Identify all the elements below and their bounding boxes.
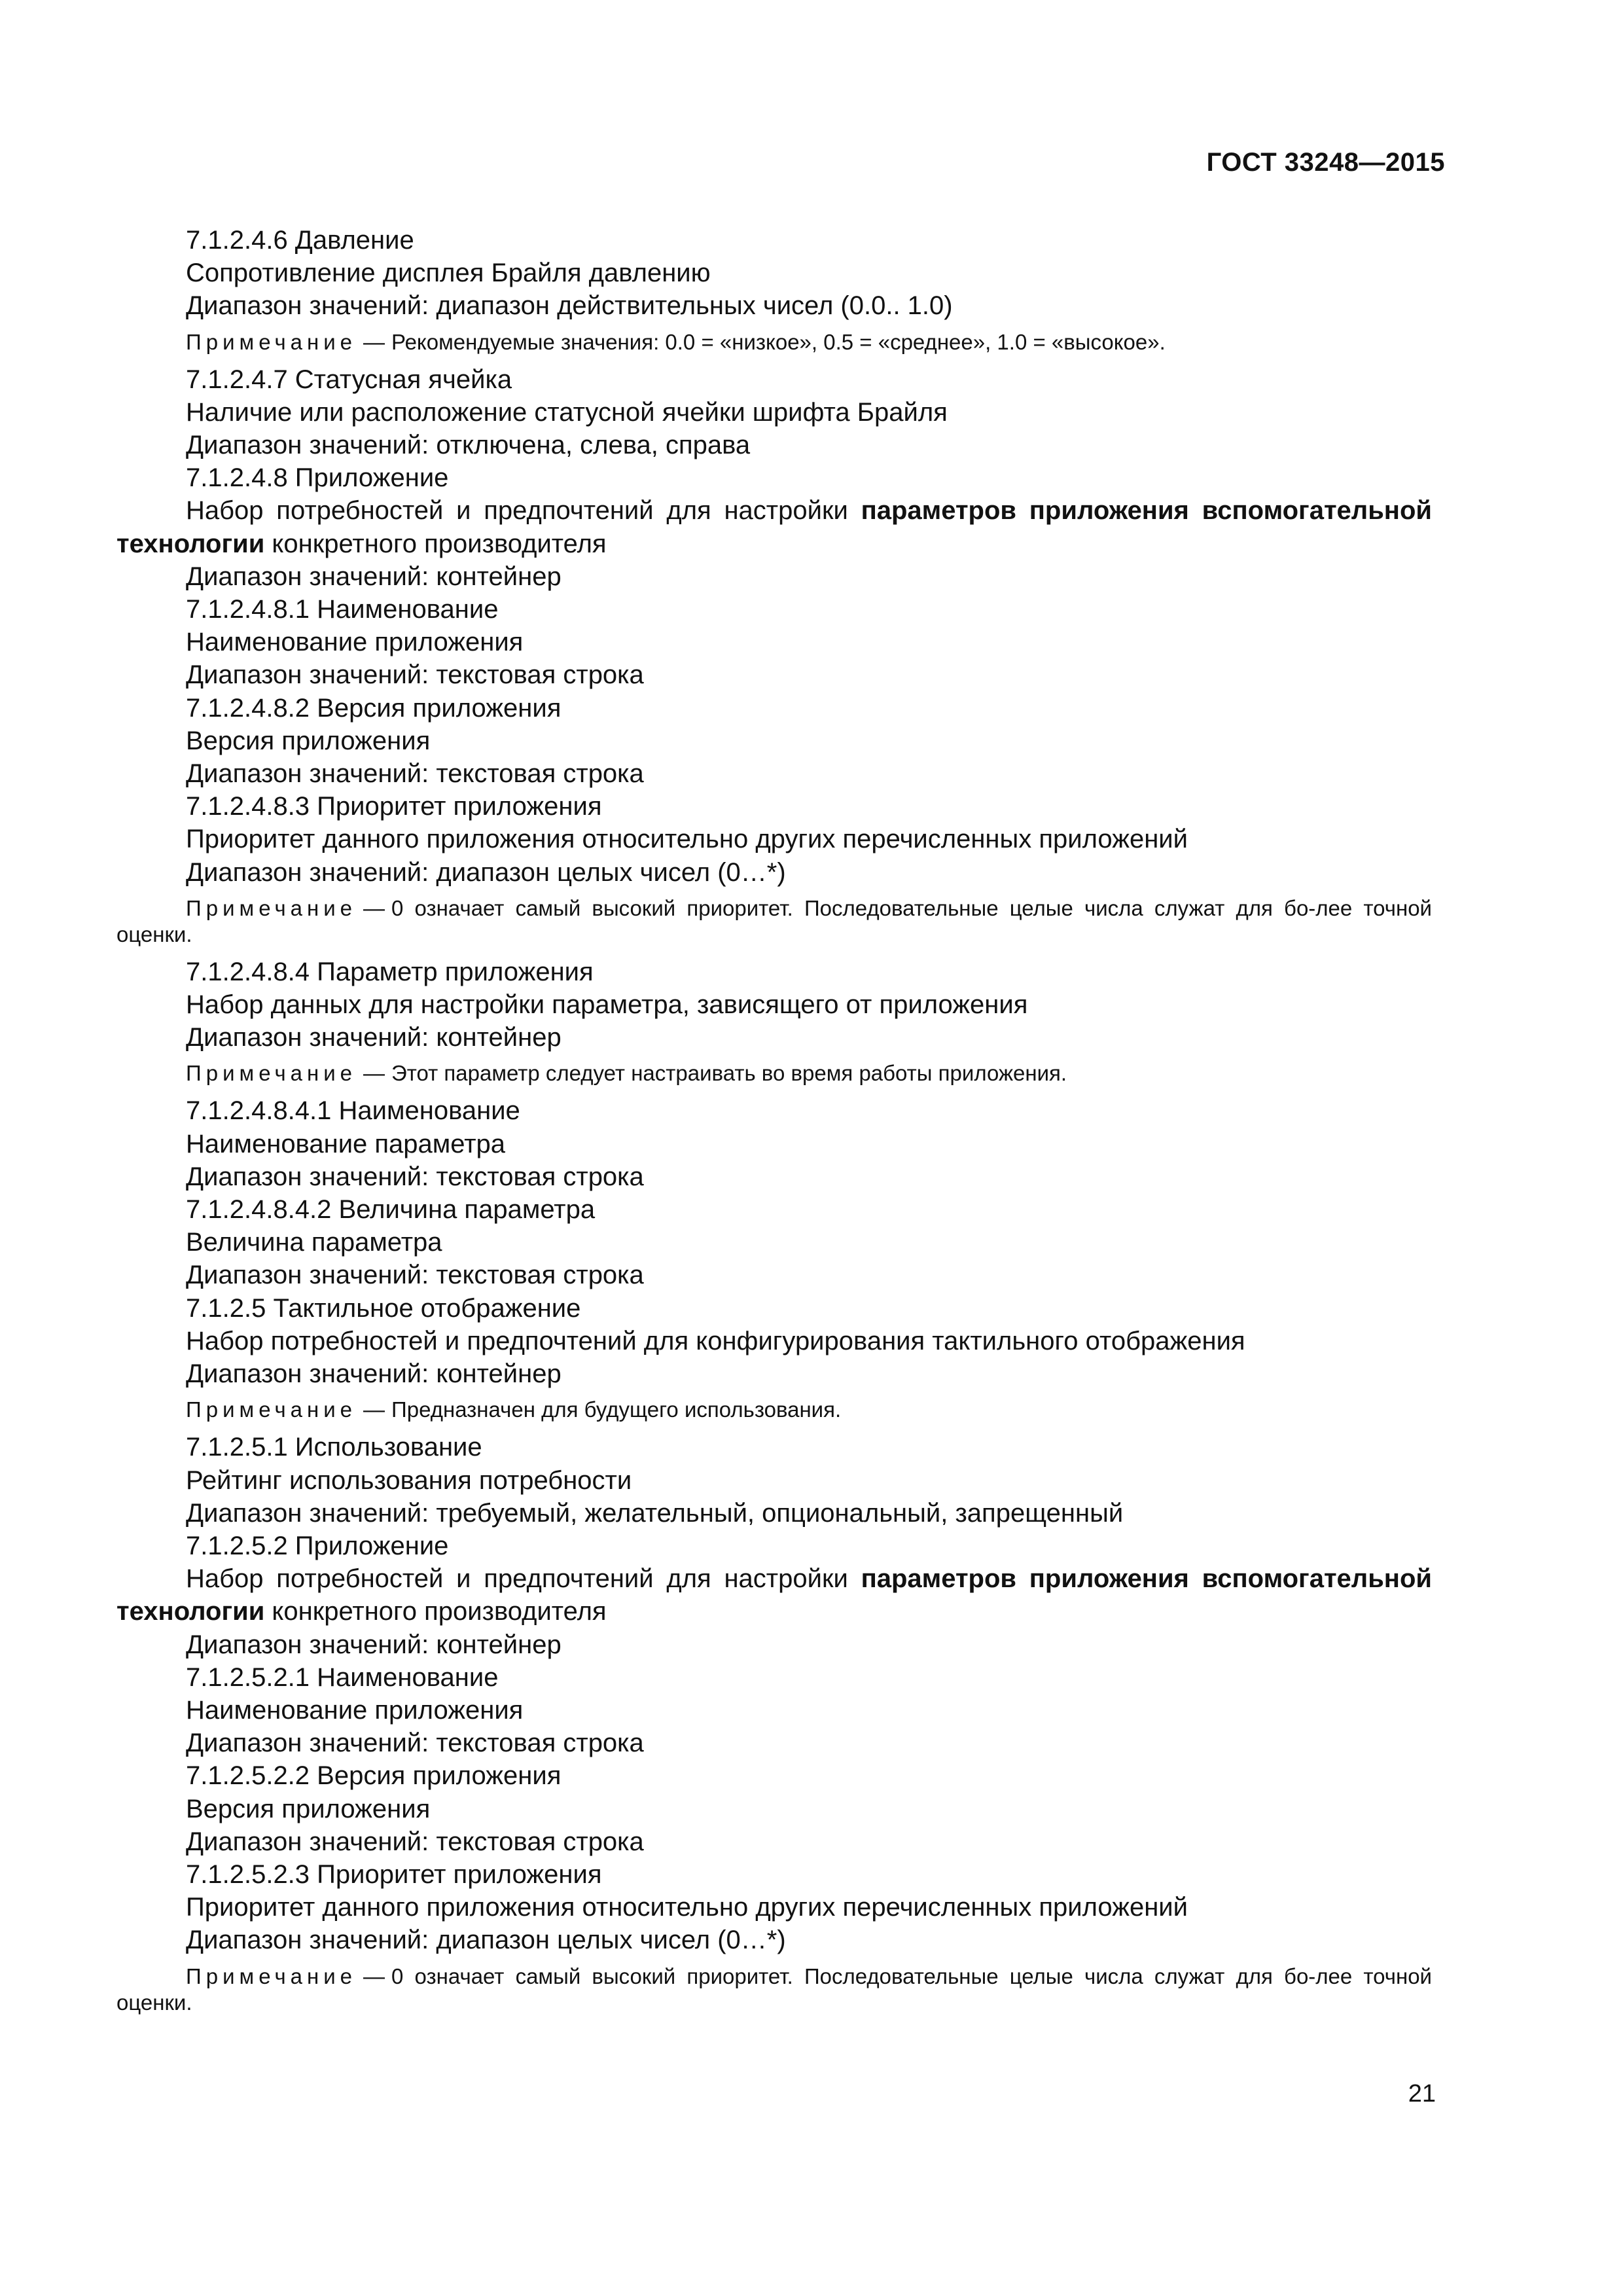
note bbox=[116, 895, 1432, 948]
clause-heading: 7.1.2.4.8 Приложение bbox=[186, 463, 449, 493]
value-range: Диапазон значений: контейнер bbox=[186, 562, 562, 591]
clause-heading: 7.1.2.5.2.3 Приоритет приложения bbox=[186, 1859, 602, 1889]
page-number: 21 bbox=[1408, 2080, 1436, 2108]
value-range: Диапазон значений: диапазон целых чисел (0…*) bbox=[186, 1926, 786, 1955]
clause-text-bold: параметров приложения вспомогательной технологии bbox=[116, 496, 1432, 558]
clause-heading: 7.1.2.5.2.1 Наименование bbox=[186, 1662, 499, 1692]
clause-heading: 7.1.2.4.8.3 Приоритет приложения bbox=[186, 792, 602, 821]
note-label: Примечание bbox=[186, 1964, 357, 1988]
clause-heading: 7.1.2.5.2.2 Версия приложения bbox=[186, 1761, 562, 1791]
value-range: Диапазон значений: текстовая строка bbox=[186, 1827, 644, 1856]
note-dash: — bbox=[363, 1397, 385, 1422]
document-header: ГОСТ 33248—2015 bbox=[1206, 148, 1445, 177]
clause-heading: 7.1.2.4.6 Давление bbox=[186, 226, 414, 255]
note-text: Этот параметр следует настраивать во время работы приложения. bbox=[391, 1061, 1067, 1086]
value-range: Диапазон значений: текстовая строка bbox=[186, 1729, 644, 1758]
clause-heading: 7.1.2.4.8.1 Наименование bbox=[186, 595, 499, 624]
clause-text: Наименование приложения bbox=[186, 1695, 524, 1725]
note bbox=[116, 1397, 1432, 1423]
clause-text-part: Набор потребностей и предпочтений для настройки bbox=[186, 496, 861, 526]
clause-heading: 7.1.2.5.2 Приложение bbox=[186, 1531, 449, 1560]
document-body bbox=[116, 224, 1432, 2024]
clause-text: Рейтинг использования потребности bbox=[186, 1465, 632, 1495]
clause-heading: 7.1.2.4.8.4.2 Величина параметра bbox=[186, 1195, 596, 1225]
value-range: Диапазон значений: отключена, слева, справа bbox=[186, 431, 751, 460]
value-range: Диапазон значений: контейнер bbox=[186, 1023, 562, 1052]
value-range: Диапазон значений: диапазон действительных чисел (0.0.. 1.0) bbox=[186, 291, 953, 321]
note-text: Рекомендуемые значения: 0.0 = «низкое», 0.5 = «среднее», 1.0 = «высокое». bbox=[391, 329, 1166, 354]
note-label: Примечание bbox=[186, 1061, 357, 1086]
value-range: Диапазон значений: контейнер bbox=[186, 1359, 562, 1389]
clause-text: Версия приложения bbox=[186, 726, 431, 755]
clause-heading: 7.1.2.4.8.4 Параметр приложения bbox=[186, 957, 594, 986]
note-dash: — bbox=[363, 895, 385, 920]
clause-text-part: Набор потребностей и предпочтений для настройки bbox=[186, 1564, 861, 1594]
clause-heading: 7.1.2.4.8.4.1 Наименование bbox=[186, 1096, 520, 1126]
clause-text: Версия приложения bbox=[186, 1794, 431, 1823]
note-dash: — bbox=[363, 1061, 385, 1086]
value-range: Диапазон значений: диапазон целых чисел (0…*) bbox=[186, 857, 786, 887]
value-range: Диапазон значений: текстовая строка bbox=[186, 660, 644, 690]
clause-text: Наличие или расположение статусной ячейки шрифта Брайля bbox=[186, 397, 948, 427]
clause-text: Наименование приложения bbox=[186, 628, 524, 657]
clause-heading: 7.1.2.5 Тактильное отображение bbox=[186, 1293, 581, 1323]
clause-text: Приоритет данного приложения относительно других перечисленных приложений bbox=[186, 1893, 1188, 1922]
value-range: Диапазон значений: текстовая строка bbox=[186, 1162, 644, 1191]
note bbox=[116, 1964, 1432, 2016]
clause-heading: 7.1.2.4.7 Статусная ячейка bbox=[186, 365, 512, 394]
clause-text: Наименование параметра bbox=[186, 1129, 506, 1158]
clause-text-part: конкретного производителя bbox=[264, 1597, 607, 1626]
value-range: Диапазон значений: текстовая строка bbox=[186, 759, 644, 789]
clause-text-part: конкретного производителя bbox=[264, 529, 607, 558]
value-range: Диапазон значений: контейнер bbox=[186, 1630, 562, 1659]
clause-text: Приоритет данного приложения относительно других перечисленных приложений bbox=[186, 825, 1188, 854]
clause-text: Величина параметра bbox=[186, 1228, 442, 1257]
clause-text bbox=[116, 494, 1432, 560]
note bbox=[116, 1060, 1432, 1086]
note-dash: — bbox=[363, 1964, 385, 1988]
clause-text: Сопротивление дисплея Брайля давлению bbox=[186, 259, 711, 288]
note-label: Примечание bbox=[186, 895, 357, 920]
clause-text bbox=[116, 1562, 1432, 1628]
value-range: Диапазон значений: текстовая строка bbox=[186, 1261, 644, 1290]
note bbox=[116, 329, 1432, 355]
note-label: Примечание bbox=[186, 329, 357, 354]
clause-heading: 7.1.2.5.1 Использование bbox=[186, 1433, 482, 1462]
clause-text-bold: параметров приложения вспомогательной технологии bbox=[116, 1564, 1432, 1626]
note-text: Предназначен для будущего использования. bbox=[391, 1397, 842, 1422]
note-text: 0 означает самый высокий приоритет. Последовательные целые числа служат для бо-лее точной оценки. bbox=[116, 1964, 1432, 2015]
value-range: Диапазон значений: требуемый, желательный, опциональный, запрещенный bbox=[186, 1498, 1124, 1528]
note-dash: — bbox=[363, 329, 385, 354]
note-text: 0 означает самый высокий приоритет. Последовательные целые числа служат для бо-лее точной оценки. bbox=[116, 895, 1432, 946]
clause-text: Набор потребностей и предпочтений для конфигурирования тактильного отображения bbox=[186, 1326, 1245, 1355]
clause-heading: 7.1.2.4.8.2 Версия приложения bbox=[186, 693, 562, 723]
clause-text: Набор данных для настройки параметра, зависящего от приложения bbox=[186, 990, 1028, 1020]
note-label: Примечание bbox=[186, 1397, 357, 1422]
